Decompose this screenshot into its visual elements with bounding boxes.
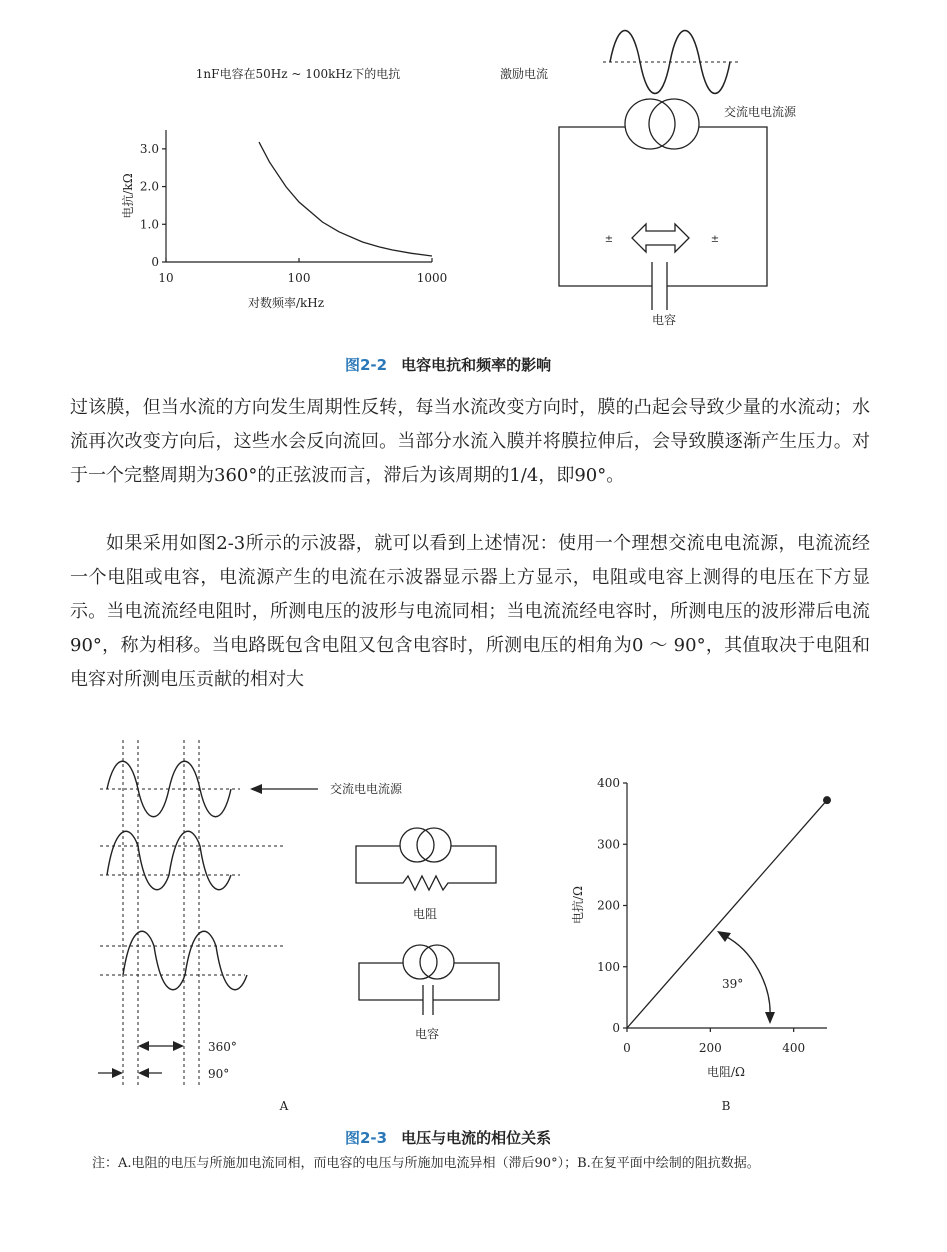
figure-2-2-caption — [345, 354, 551, 375]
y-tick-label: 0 — [612, 1021, 620, 1035]
y-tick-label: 1.0 — [139, 217, 159, 232]
resistor-voltage-wave — [107, 831, 231, 889]
arrow-left-icon — [138, 1068, 149, 1078]
double-arrow-icon — [632, 224, 689, 252]
y-tick-label: 0 — [151, 255, 159, 269]
source-coil-left-icon — [625, 99, 675, 149]
source-coil-right-icon — [649, 99, 699, 149]
arrow-right-icon — [112, 1068, 123, 1078]
charge-sign-right: ± — [710, 234, 720, 245]
deg-90-label: 90° — [208, 1067, 230, 1081]
paragraph-text: 过该膜，但当水流的方向发生周期性反转，每当水流改变方向时，膜的凸起会导致少量的水流动；水流再次改变方向后，这些水会反向流回。当部分水流入膜并将膜拉伸后，会导致膜逐渐产生压力。对于一个完整周期为360°的正弦波而言，滞后为该周期的1/4，即90°。 — [70, 397, 870, 486]
figure-note — [70, 1153, 875, 1175]
panel-a-label: A — [279, 1099, 289, 1113]
x-tick-label: 400 — [782, 1041, 806, 1055]
y-tick-label: 300 — [597, 837, 620, 852]
x-tick-label: 1000 — [416, 271, 448, 285]
reactance-curve — [259, 142, 432, 256]
reactance-chart — [120, 130, 447, 310]
capacitor-circuit — [359, 945, 499, 1041]
source-label: 交流电电流源 — [724, 105, 797, 119]
arrow-up-left-icon — [717, 931, 731, 942]
resistor-circuit — [356, 828, 496, 921]
body-paragraph-2 — [70, 527, 870, 697]
y-tick-label: 200 — [597, 898, 620, 913]
panel-a — [98, 740, 499, 1113]
impedance-point — [823, 796, 831, 804]
circuit-wire — [356, 846, 496, 890]
deg-360-label: 360° — [208, 1040, 237, 1054]
excitation-label: 激励电流 — [500, 67, 549, 81]
figure-2-3-caption — [345, 1127, 551, 1148]
y-axis-label: 电抗/kΩ — [121, 173, 135, 219]
source-label: 交流电电流源 — [330, 782, 403, 796]
note-text: 注：A.电阻的电压与所施加电流同相，而电容的电压与所施加电流异相（滞后90°）；B.在复平面中绘制的阻抗数据。 — [92, 1156, 760, 1171]
y-tick-label: 2.0 — [139, 179, 159, 194]
x-tick-label: 0 — [623, 1041, 631, 1055]
charge-sign-left: ± — [604, 234, 614, 245]
circuit-wire — [559, 127, 767, 286]
caption-number: 图2-2 — [345, 356, 388, 374]
capacitor-voltage-wave — [123, 931, 247, 989]
y-tick-label: 400 — [597, 776, 620, 790]
x-axis-label: 对数频率/kHz — [247, 296, 325, 310]
y-axis-label: 电抗/Ω — [571, 886, 585, 924]
panel-b-impedance-chart — [570, 776, 831, 1113]
body-paragraph-1 — [70, 391, 870, 493]
x-axis-label: 电阻/Ω — [707, 1065, 745, 1079]
chart-title: 1nF电容在50Hz ~ 100kHz下的电抗 — [195, 67, 401, 81]
arrow-right-icon — [173, 1041, 184, 1051]
caption-text: 电容电抗和频率的影响 — [401, 356, 552, 374]
arrow-left-icon — [250, 784, 262, 794]
capacitor-label: 电容 — [414, 1027, 440, 1041]
arrow-left-icon — [138, 1041, 149, 1051]
figure-2-2 — [0, 0, 947, 345]
figure-2-3 — [0, 730, 947, 1120]
circuit-wire — [359, 963, 499, 1000]
arrow-down-icon — [765, 1012, 775, 1024]
y-tick-label: 3.0 — [139, 141, 159, 156]
ac-source-circuit — [500, 31, 797, 328]
angle-label: 39° — [722, 977, 744, 991]
paragraph-text: 如果采用如图2-3所示的示波器，就可以看到上述情况：使用一个理想交流电电流源，电流流经一个电阻或电容，电流源产生的电流在示波器显示器上方显示，电阻或电容上测得的电压在下方显示。当电流流经电阻时，所测电压的波形与电流同相；当电流流经电容时，所测电压的波形滞后电流90°，称为相移。当电路既包含电阻又包含电容时，所测电压的相角为0 ～ 90°，其值取决于电阻和电容对所测电压贡献的相对大 — [70, 533, 870, 690]
x-tick-label: 100 — [287, 271, 311, 285]
caption-text: 电压与电流的相位关系 — [401, 1129, 552, 1147]
resistor-label: 电阻 — [412, 907, 438, 921]
caption-number: 图2-3 — [345, 1129, 388, 1147]
capacitor-label: 电容 — [651, 313, 677, 327]
x-tick-label: 200 — [698, 1041, 722, 1055]
impedance-line — [627, 800, 827, 1028]
panel-b-label: B — [721, 1099, 731, 1113]
y-tick-label: 100 — [597, 959, 620, 974]
x-tick-label: 10 — [158, 271, 174, 285]
